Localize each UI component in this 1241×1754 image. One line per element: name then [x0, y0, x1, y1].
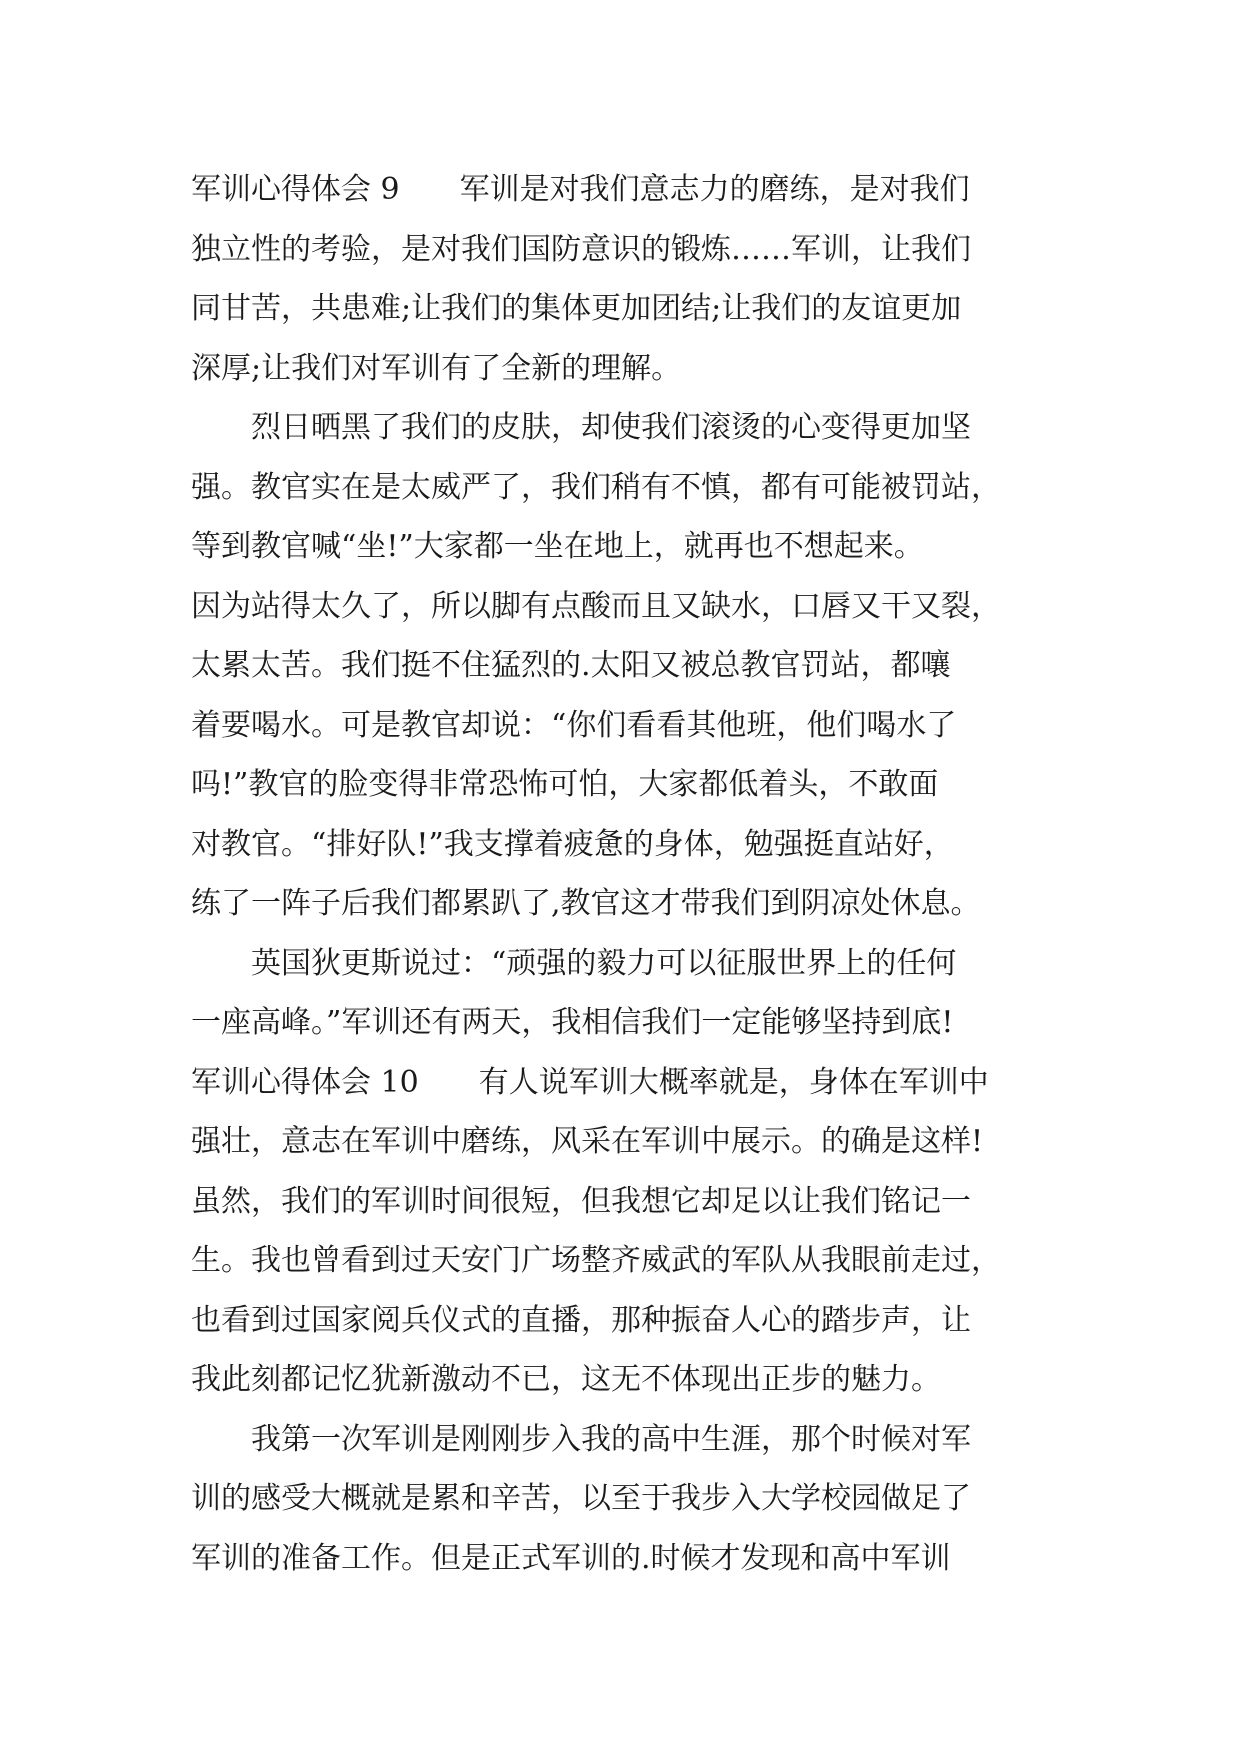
- text-line: 英国狄更斯说过：“顽强的毅力可以征服世界上的任何: [251, 945, 957, 981]
- text-line: 等到教官喊“坐!”大家都一坐在地上，就再也不想起来。: [191, 529, 924, 564]
- text-line: 生。我也曾看到过天安门广场整齐威武的军队从我眼前走过，: [191, 1243, 1001, 1278]
- text-line: 对教官。“排好队!”我支撑着疲惫的身体，勉强挺直站好，: [191, 826, 954, 862]
- text-line: 我此刻都记忆犹新激动不已，这无不体现出正步的魅力。: [191, 1362, 941, 1397]
- text-line: 军训心得体会 10 有人说军训大概率就是，身体在军训中: [191, 1064, 989, 1100]
- text-line: 强壮，意志在军训中磨练，风采在军训中展示。的确是这样!: [191, 1124, 984, 1159]
- text-line: 也看到过国家阅兵仪式的直播，那种振奋人心的踏步声，让: [191, 1302, 971, 1338]
- text-line: 我第一次军训是刚刚步入我的高中生涯，那个时候对军: [251, 1421, 971, 1457]
- text-line: 吗!”教官的脸变得非常恐怖可怕，大家都低着头，不敢面: [191, 767, 939, 802]
- text-line: 着要喝水。可是教官却说：“你们看看其他班，他们喝水了: [191, 707, 957, 743]
- text-line: 一座高峰。”军训还有两天，我相信我们一定能够坚持到底!: [191, 1005, 954, 1040]
- text-line: 深厚;让我们对军训有了全新的理解。: [191, 350, 682, 386]
- text-line: 军训心得体会 9 军训是对我们意志力的磨练，是对我们: [191, 172, 970, 207]
- text-line: 训的感受大概就是累和辛苦，以至于我步入大学校园做足了: [191, 1481, 971, 1516]
- document-body: [191, 160, 1051, 1588]
- text-line: 独立性的考验，是对我们国防意识的锻炼……军训，让我们: [191, 231, 971, 267]
- text-line: 强。教官实在是太威严了，我们稍有不慎，都有可能被罚站，: [191, 469, 1001, 505]
- text-line: 太累太苦。我们挺不住猛烈的.太阳又被总教官罚站，都嚷: [191, 648, 951, 683]
- text-line: 虽然，我们的军训时间很短，但我想它却足以让我们铭记一: [191, 1183, 971, 1219]
- text-line: 烈日晒黑了我们的皮肤，却使我们滚烫的心变得更加坚: [251, 410, 971, 445]
- text-line: 练了一阵子后我们都累趴了,教官这才带我们到阴凉处休息。: [191, 886, 981, 921]
- text-line: 同甘苦，共患难;让我们的集体更加团结;让我们的友谊更加: [191, 291, 962, 326]
- text-line: 军训的准备工作。但是正式军训的.时候才发现和高中军训: [191, 1540, 951, 1576]
- text-line: 因为站得太久了，所以脚有点酸而且又缺水，口唇又干又裂，: [191, 588, 1001, 624]
